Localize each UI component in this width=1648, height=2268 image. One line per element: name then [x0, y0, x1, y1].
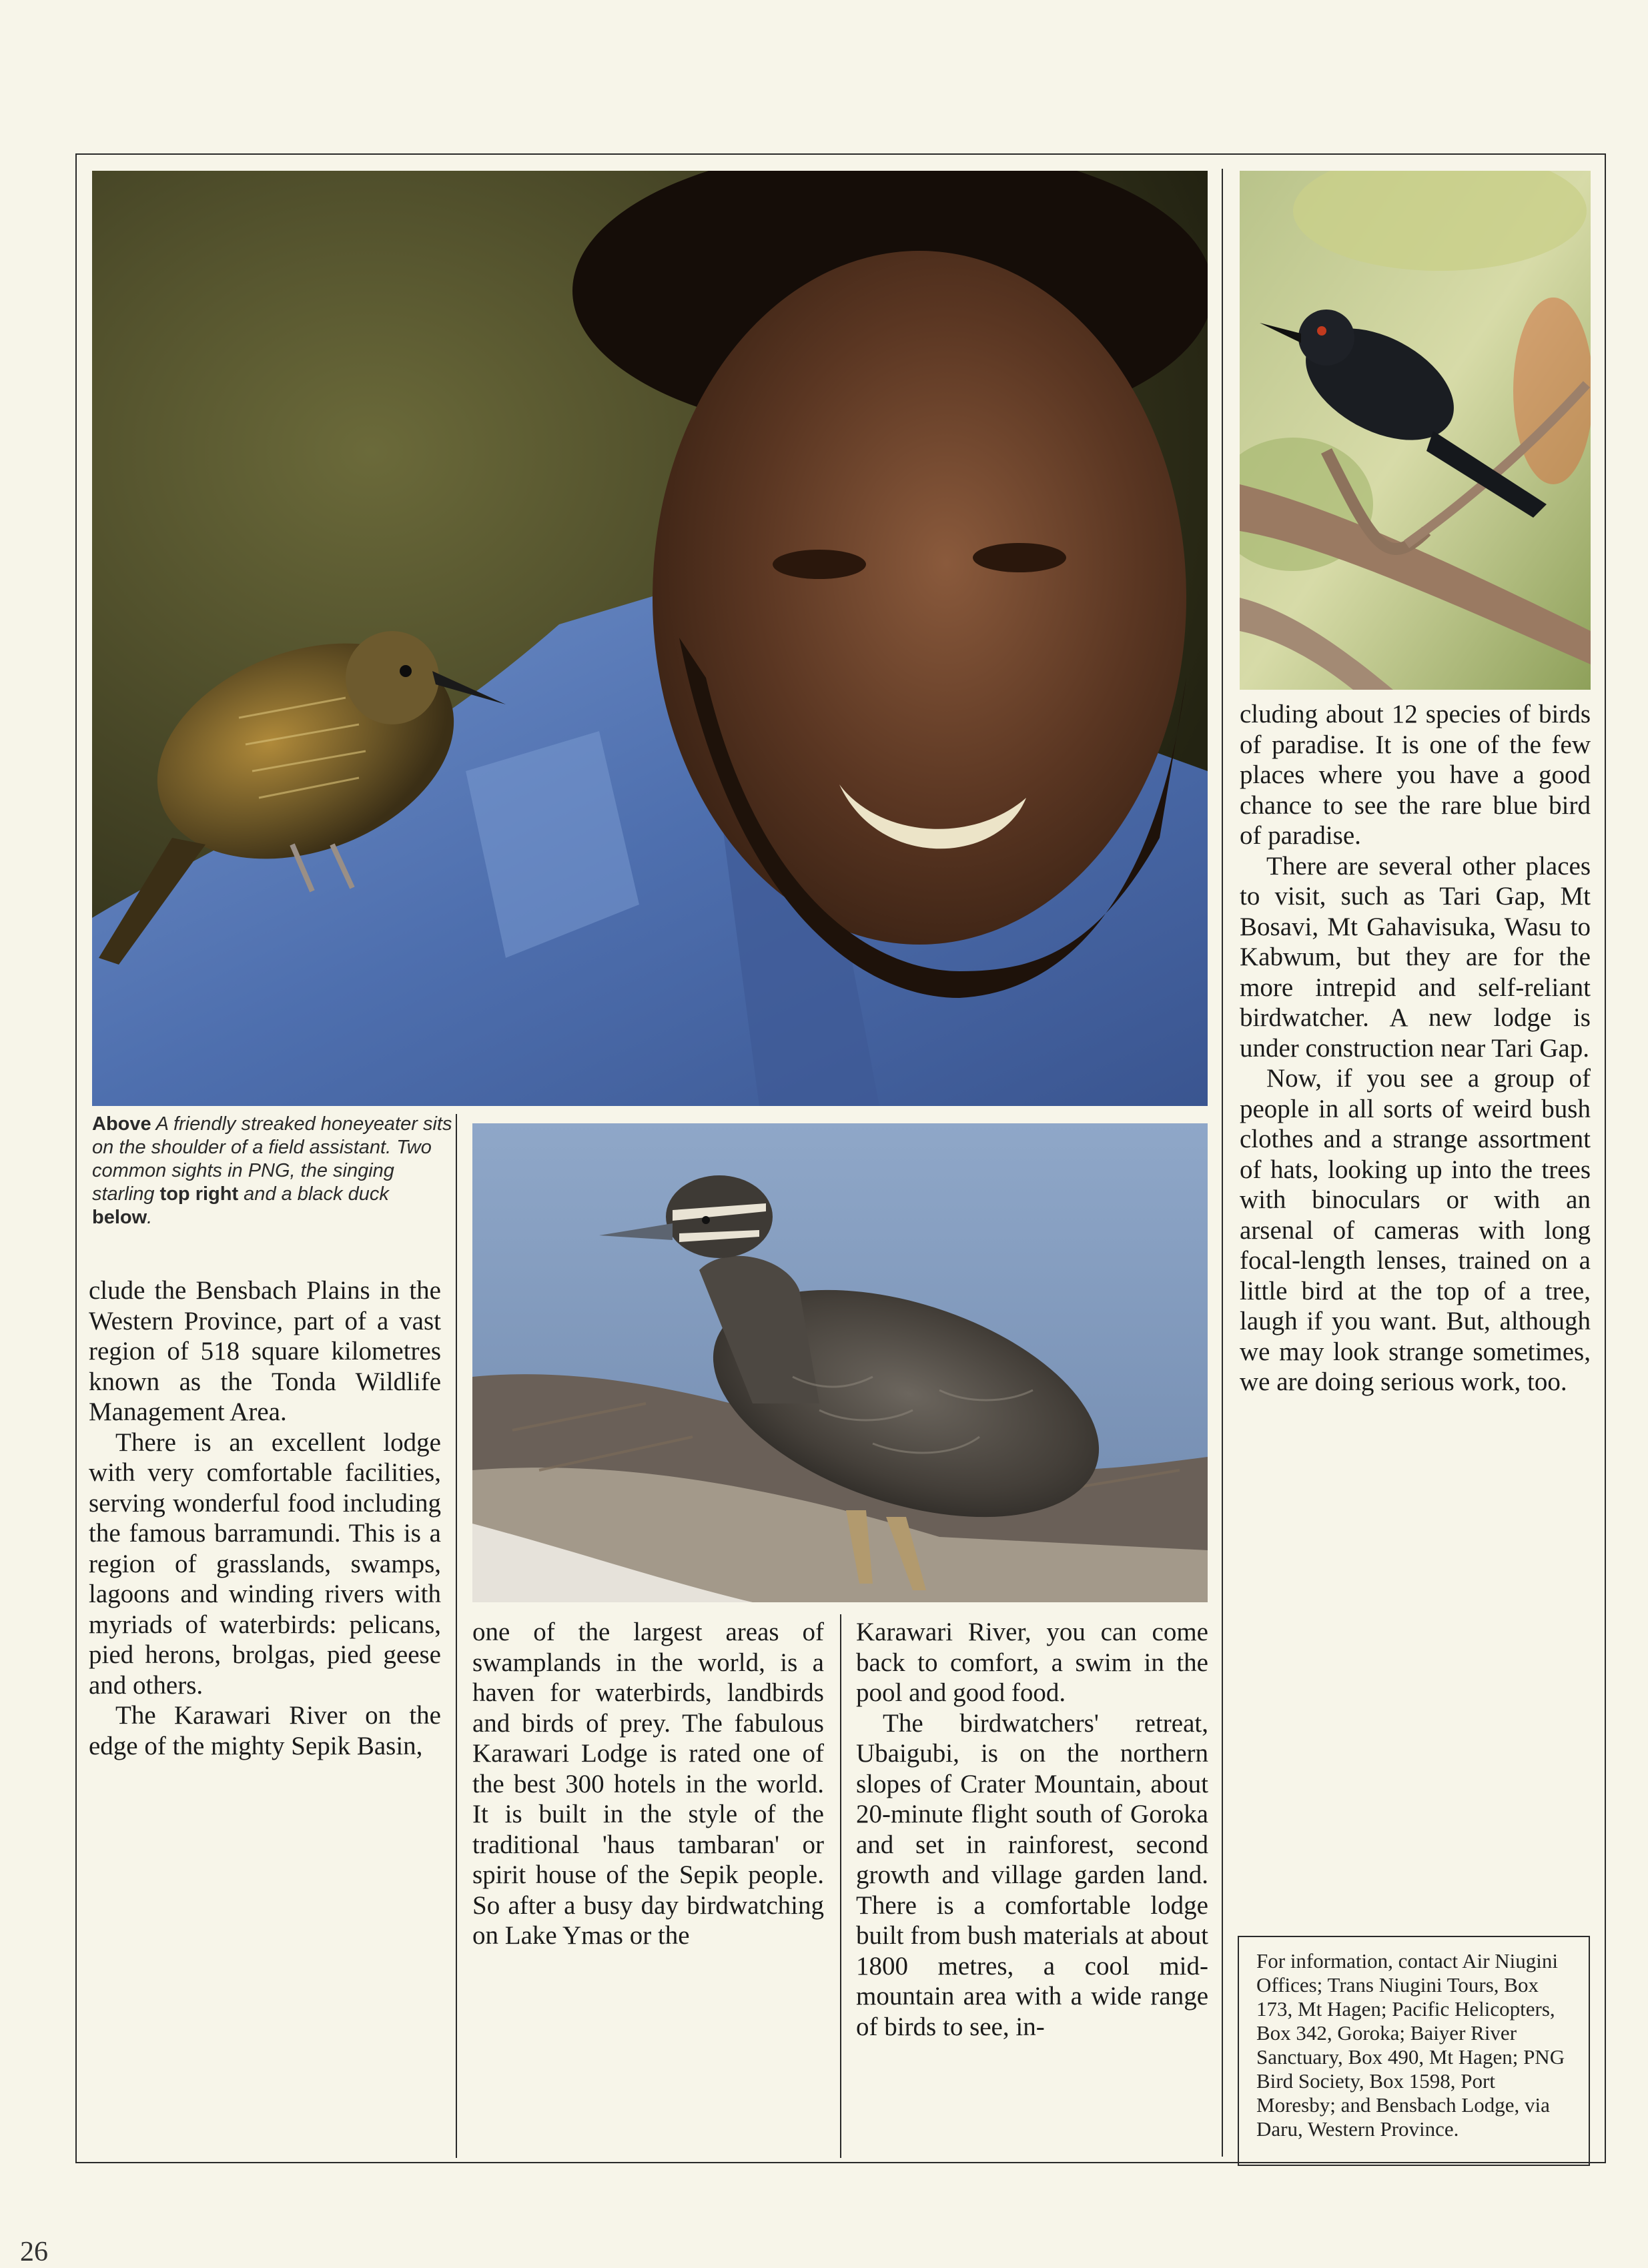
text-column-1 [89, 1275, 441, 1761]
column-rule [840, 1614, 841, 2158]
paragraph: one of the largest areas of swamplands in the world, is a haven for waterbirds, landbirds and birds of prey. The fabulous Karawari Lodge is rated one of the best 300 hotels in the world. It is built in the style of the traditional 'haus tambaran' or spirit house of the Sepik people. So after a busy day birdwatching on Lake Ymas or the [472, 1618, 824, 1950]
contact-info-box [1238, 1936, 1590, 2166]
main-photo [92, 171, 1208, 1106]
paragraph: The birdwatchers' retreat, Ubaigubi, is on the northern slopes of Crater Mountain, about 20-minute flight south of Goroka and set in rainforest, second growth and village garden land. There is a comfortable lodge built from bush materials at about 1800 metres, a cool mid-mountain area with a wide range of birds to see, in- [856, 1708, 1208, 2041]
paragraph: There is an excellent lodge with very comfortable facilities, serving wonderful food including the famous barramundi. This is a region of grasslands, swamps, lagoons and winding rivers with myriads of waterbirds: pelicans, pied herons, brolgas, pied geese and others. [89, 1428, 441, 1700]
text-column-3 [856, 1617, 1208, 2042]
text-column-4 [1240, 699, 1591, 1397]
caption-below: below [92, 1207, 147, 1228]
caption-text-1: A friendly streaked honeyeater sits on the shoulder of a field assistant. Two common sights in PNG, the singing starling [92, 1113, 452, 1205]
paragraph: The Karawari River on the edge of the mighty Sepik Basin, [89, 1701, 441, 1760]
caption-text-3: . [147, 1207, 153, 1228]
caption-lead: Above [92, 1113, 151, 1135]
contact-info-text: For information, contact Air Niugini Offices; Trans Niugini Tours, Box 173, Mt Hagen; Pacific Helicopters, Box 342, Goroka; Baiyer River Sanctuary, Box 490, Mt Hagen; PNG Bird Society, Box 1598, Port Moresby; and Bensbach Lodge, via Daru, Western Province. [1256, 1949, 1565, 2141]
starling-photo-art [1240, 171, 1591, 690]
column-rule [1222, 169, 1223, 2157]
honeyeater-photo-art [92, 171, 1208, 1106]
paragraph: cluding about 12 species of birds of paradise. It is one of the few places where you have a good chance to see the rare blue bird of paradise. [1240, 700, 1591, 850]
paragraph: There are several other places to visit, such as Tari Gap, Mt Bosavi, Mt Gahavisuka, Wasu to Kabwum, but they are for the more intrepid and self-reliant birdwatcher. A new lodge is under construction near Tari Gap. [1240, 851, 1591, 1063]
caption-top-right: top right [159, 1183, 239, 1205]
paragraph: Now, if you see a group of people in all sorts of weird bush clothes and a strange assortment of hats, looking up into the trees with binoculars or with an arsenal of cameras with long focal-length lenses, trained on a little bird at the top of a tree, laugh if you want. But, although we may look strange sometimes, we are doing serious work, too. [1240, 1064, 1591, 1396]
photo-caption [92, 1113, 452, 1229]
caption-text-2: and a black duck [238, 1183, 389, 1205]
paragraph: clude the Bensbach Plains in the Western Province, part of a vast region of 518 square kilometres known as the Tonda Wildlife Management Area. [89, 1276, 441, 1426]
column-rule [456, 1114, 457, 2158]
duck-photo [472, 1123, 1208, 1602]
starling-photo [1240, 171, 1591, 690]
text-column-2 [472, 1617, 824, 1951]
page-number: 26 [20, 2237, 48, 2267]
duck-photo-art [472, 1123, 1208, 1602]
paragraph: Karawari River, you can come back to comfort, a swim in the pool and good food. [856, 1618, 1208, 1707]
